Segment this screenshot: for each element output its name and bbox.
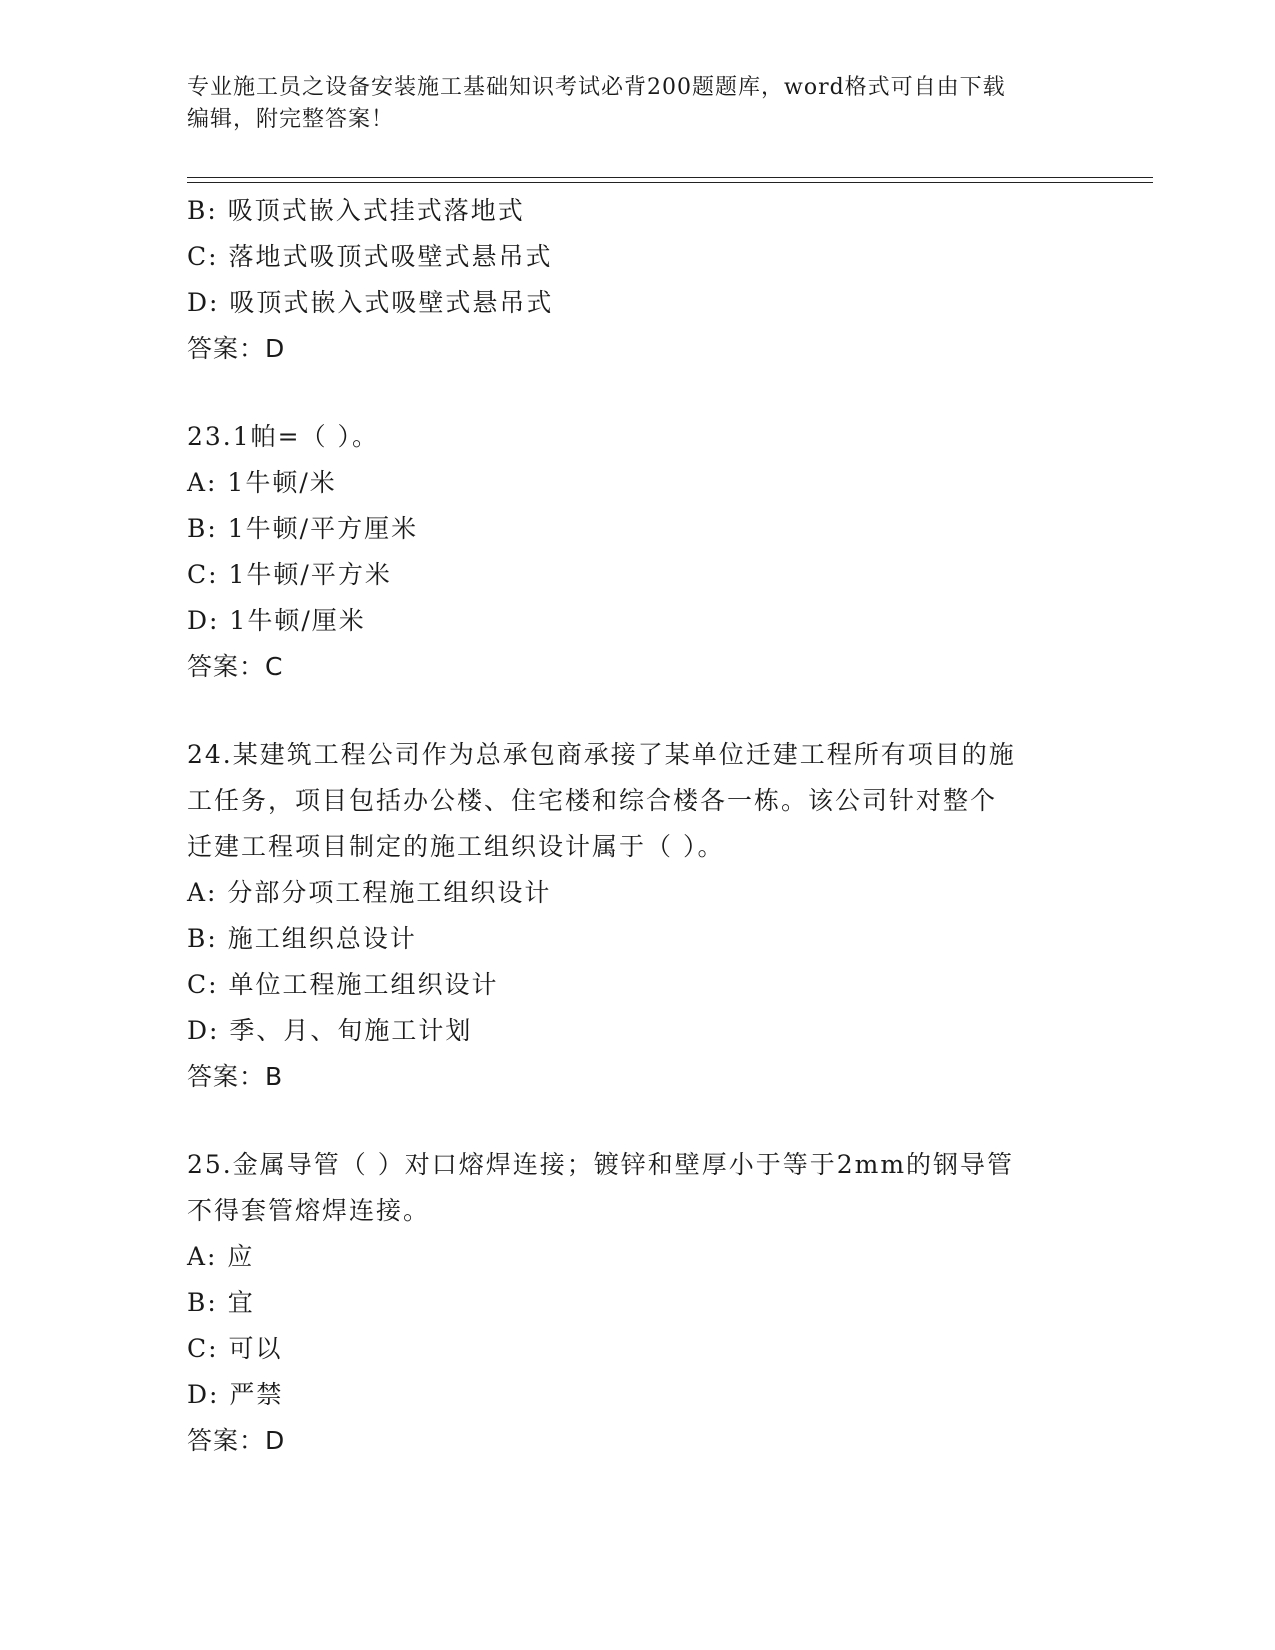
option-c: C: 可以 (187, 1334, 283, 1363)
option-c: C: 1牛顿/平方米 (187, 560, 392, 589)
option-b: B: 吸顶式嵌入式挂式落地式 (187, 196, 525, 225)
question-22 (187, 188, 1087, 372)
option-b: B: 宜 (187, 1288, 255, 1317)
option-d: D: 吸顶式嵌入式吸壁式悬吊式 (187, 288, 554, 317)
question-23 (187, 414, 1087, 690)
document-body (187, 188, 1087, 1464)
header-divider-bottom (187, 182, 1153, 183)
option-d: D: 严禁 (187, 1380, 284, 1409)
option-c: C: 单位工程施工组织设计 (187, 970, 499, 999)
option-a: A: 1牛顿/米 (187, 468, 337, 497)
document-header (187, 72, 1067, 136)
answer: 答案：D (187, 1426, 286, 1455)
option-a: A: 分部分项工程施工组织设计 (187, 878, 552, 907)
question-25 (187, 1142, 1087, 1464)
question-text: 23.1帕=（ ）。 (187, 422, 380, 451)
answer: 答案：C (187, 652, 284, 681)
question-text-line-3: 迁建工程项目制定的施工组织设计属于（ ）。 (187, 832, 725, 861)
question-24 (187, 732, 1087, 1100)
header-divider-top (187, 177, 1153, 178)
question-text-line-2: 工任务，项目包括办公楼、住宅楼和综合楼各一栋。该公司针对整个 (187, 786, 998, 815)
question-text-line-1: 24.某建筑工程公司作为总承包商承接了某单位迁建工程所有项目的施 (187, 740, 1016, 769)
option-c: C: 落地式吸顶式吸壁式悬吊式 (187, 242, 553, 271)
header-line-1: 专业施工员之设备安装施工基础知识考试必背200题题库，word格式可自由下载 (187, 75, 1006, 100)
option-d: D: 季、月、旬施工计划 (187, 1016, 473, 1045)
option-b: B: 1牛顿/平方厘米 (187, 514, 419, 543)
answer: 答案：B (187, 1062, 284, 1091)
answer: 答案：D (187, 334, 286, 363)
header-line-2: 编辑，附完整答案！ (187, 107, 395, 132)
option-b: B: 施工组织总设计 (187, 924, 417, 953)
option-a: A: 应 (187, 1242, 255, 1271)
question-text-line-1: 25.金属导管（ ）对口熔焊连接；镀锌和壁厚小于等于2mm的钢导管 (187, 1150, 1015, 1179)
option-d: D: 1牛顿/厘米 (187, 606, 366, 635)
question-text-line-2: 不得套管熔焊连接。 (187, 1196, 431, 1225)
